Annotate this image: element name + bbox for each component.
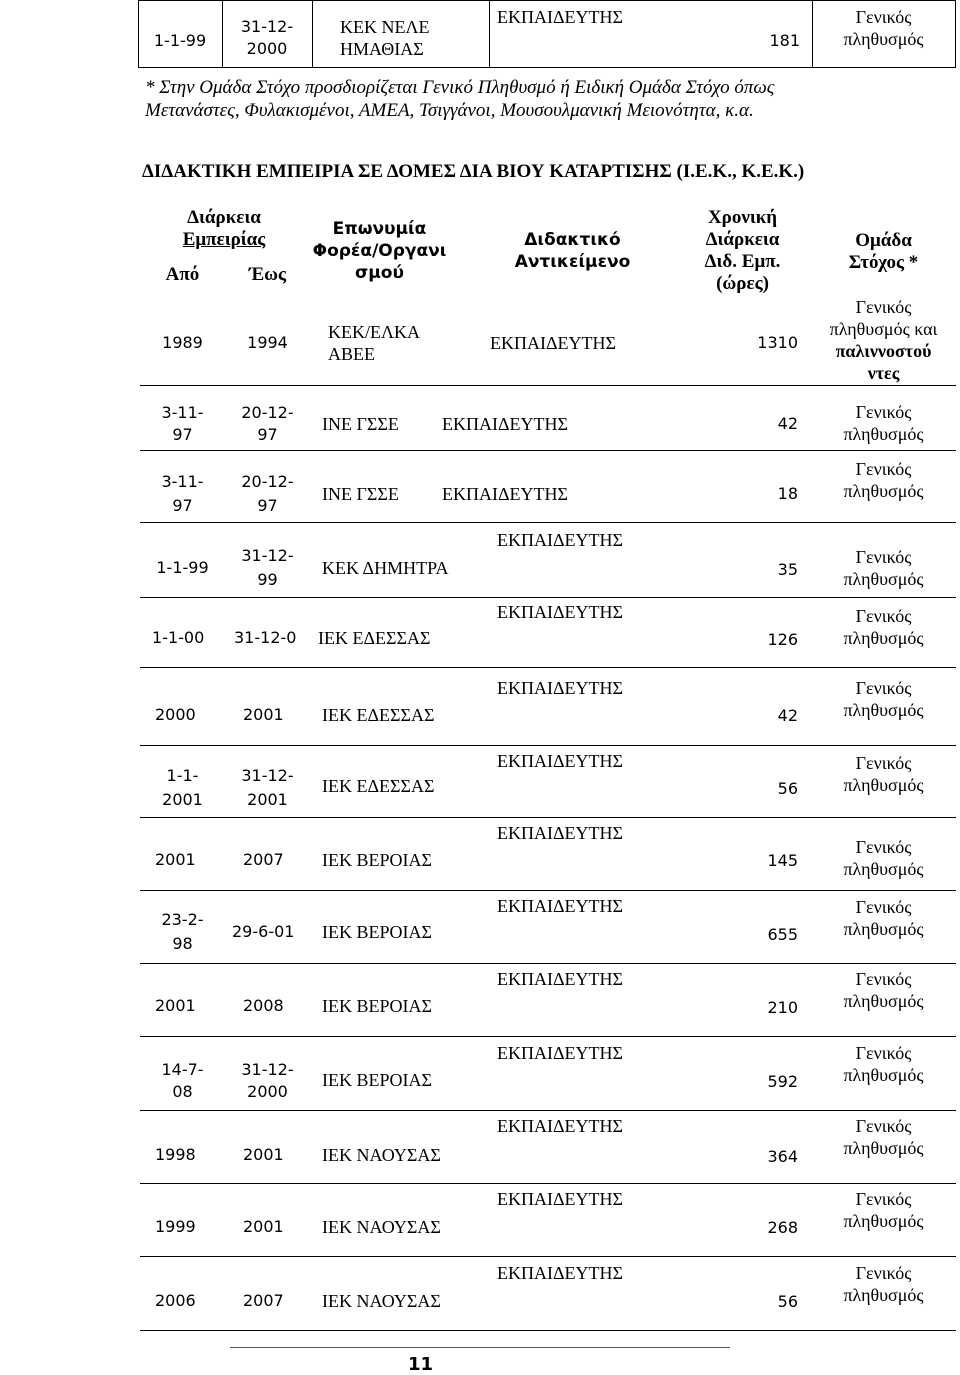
- row2-hours: 18: [777, 484, 798, 503]
- row7-to: 2007: [243, 850, 284, 869]
- row13-target-a: Γενικός: [855, 1263, 912, 1283]
- row11-subject: ΕΚΠΑΙΔΕΥΤΗΣ: [497, 1116, 624, 1136]
- row13-target-b: πληθυσμός: [843, 1285, 924, 1305]
- row2-to-b: 97: [257, 496, 278, 515]
- row11-target-b: πληθυσμός: [843, 1138, 924, 1158]
- row8-to: 29-6-01: [232, 922, 295, 941]
- top-org-line2: ΗΜΑΘΙΑΣ: [340, 39, 424, 59]
- row2-target-a: Γενικός: [855, 459, 912, 479]
- row0-to: 1994: [247, 333, 288, 352]
- row10-subject: ΕΚΠΑΙΔΕΥΤΗΣ: [497, 1043, 624, 1063]
- header-subject-line2: Αντικείμενο: [514, 252, 631, 272]
- row4-target-a: Γενικός: [855, 606, 912, 626]
- row13-hours: 56: [777, 1292, 798, 1311]
- row8-from-b: 98: [172, 934, 193, 953]
- header-to: Έως: [248, 264, 287, 285]
- row10-from-b: 08: [172, 1082, 193, 1101]
- row10-target-a: Γενικός: [855, 1043, 912, 1063]
- row13-from: 2006: [155, 1291, 196, 1310]
- row0-hours: 1310: [757, 333, 798, 352]
- footnote-line1: * Στην Ομάδα Στόχο προσδιορίζεται Γενικό Πληθυσμό ή Ειδική Ομάδα Στόχο όπως: [145, 77, 775, 98]
- row9-org: ΙΕΚ ΒΕΡΟΙΑΣ: [322, 996, 432, 1016]
- row0-target-d: ντες: [867, 363, 900, 383]
- row8-from-a: 23-2-: [161, 910, 204, 929]
- top-to-line2: 2000: [246, 39, 288, 58]
- row10-org: ΙΕΚ ΒΕΡΟΙΑΣ: [322, 1070, 432, 1090]
- section-title: ΔΙΔΑΚΤΙΚΗ ΕΜΠΕΙΡΙΑ ΣΕ ΔΟΜΕΣ ΔΙΑ ΒΙΟΥ ΚΑΤΑΡΤΙΣΗΣ (Ι.Ε.Κ., Κ.Ε.Κ.): [142, 161, 805, 182]
- row12-subject: ΕΚΠΑΙΔΕΥΤΗΣ: [497, 1189, 624, 1209]
- header-subject-line1: Διδακτικό: [524, 230, 621, 250]
- row8-subject: ΕΚΠΑΙΔΕΥΤΗΣ: [497, 896, 624, 916]
- row0-org-b: ΑΒΕΕ: [328, 344, 375, 364]
- row12-to: 2001: [243, 1217, 284, 1236]
- row11-to: 2001: [243, 1145, 284, 1164]
- row6-from-b: 2001: [162, 790, 203, 809]
- row2-subject: ΕΚΠΑΙΔΕΥΤΗΣ: [442, 484, 569, 504]
- footer-rule: [230, 1347, 730, 1348]
- row2-from-b: 97: [172, 496, 193, 515]
- row12-from: 1999: [155, 1217, 196, 1236]
- row6-org: ΙΕΚ ΕΔΕΣΣΑΣ: [322, 776, 435, 796]
- header-org-line1: Επωνυμία: [332, 219, 427, 239]
- row0-target-a: Γενικός: [855, 297, 912, 317]
- row4-target-b: πληθυσμός: [843, 628, 924, 648]
- row7-subject: ΕΚΠΑΙΔΕΥΤΗΣ: [497, 823, 624, 843]
- footnote-line2: Μετανάστες, Φυλακισμένοι, ΑΜΕΑ, Τσιγγάνοι, Μουσουλμανική Μειονότητα, κ.α.: [145, 100, 754, 121]
- header-duration-line1: Διάρκεια: [187, 207, 261, 228]
- row4-subject: ΕΚΠΑΙΔΕΥΤΗΣ: [497, 602, 624, 622]
- row0-org-a: ΚΕΚ/ΕΛΚΑ: [328, 322, 421, 342]
- header-from: Από: [165, 264, 200, 285]
- row12-org: ΙΕΚ ΝΑΟΥΣΑΣ: [322, 1217, 441, 1237]
- row1-from-b: 97: [172, 425, 193, 444]
- header-hours-line4: (ώρες): [716, 273, 769, 294]
- row6-to-a: 31-12-: [241, 766, 294, 785]
- row11-hours: 364: [767, 1147, 798, 1166]
- row0-target-b: πληθυσμός και: [829, 319, 938, 339]
- row1-from-a: 3-11-: [161, 403, 204, 422]
- top-subject: ΕΚΠΑΙΔΕΥΤΗΣ: [497, 7, 624, 27]
- row1-hours: 42: [777, 414, 798, 433]
- row6-hours: 56: [777, 779, 798, 798]
- row5-target-b: πληθυσμός: [843, 700, 924, 720]
- row1-org: ΙΝΕ ΓΣΣΕ: [322, 414, 399, 434]
- header-org-line2: Φορέα/Οργανι: [312, 241, 447, 261]
- row6-subject: ΕΚΠΑΙΔΕΥΤΗΣ: [497, 751, 624, 771]
- row12-hours: 268: [767, 1218, 798, 1237]
- row0-from: 1989: [162, 333, 203, 352]
- row2-org: ΙΝΕ ΓΣΣΕ: [322, 484, 399, 504]
- header-target-line1: Ομάδα: [855, 230, 912, 251]
- row7-from: 2001: [155, 850, 196, 869]
- row0-target-c: παλιννοστού: [835, 341, 932, 361]
- row10-hours: 592: [767, 1072, 798, 1091]
- row9-to: 2008: [243, 996, 284, 1015]
- row6-target-a: Γενικός: [855, 753, 912, 773]
- row12-target-a: Γενικός: [855, 1189, 912, 1209]
- row9-from: 2001: [155, 996, 196, 1015]
- row2-to-a: 20-12-: [241, 472, 294, 491]
- row10-to-a: 31-12-: [241, 1060, 294, 1079]
- row12-target-b: πληθυσμός: [843, 1211, 924, 1231]
- row7-target-a: Γενικός: [855, 837, 912, 857]
- row4-from: 1-1-00: [152, 628, 205, 647]
- row3-subject: ΕΚΠΑΙΔΕΥΤΗΣ: [497, 530, 624, 550]
- row3-target-a: Γενικός: [855, 547, 912, 567]
- row7-hours: 145: [767, 851, 798, 870]
- row6-target-b: πληθυσμός: [843, 775, 924, 795]
- row6-from-a: 1-1-: [166, 766, 199, 785]
- row9-target-a: Γενικός: [855, 969, 912, 989]
- row3-target-b: πληθυσμός: [843, 569, 924, 589]
- row10-target-b: πληθυσμός: [843, 1065, 924, 1085]
- row3-org: ΚΕΚ ΔΗΜΗΤΡΑ: [322, 558, 449, 578]
- row8-target-b: πληθυσμός: [843, 919, 924, 939]
- top-org-line1: ΚΕΚ ΝΕΛΕ: [340, 17, 430, 37]
- row4-to: 31-12-0: [234, 628, 297, 647]
- row2-from-a: 3-11-: [161, 472, 204, 491]
- page-number: 11: [408, 1354, 434, 1375]
- row3-from: 1-1-99: [156, 558, 209, 577]
- row1-target-a: Γενικός: [855, 402, 912, 422]
- row3-to-a: 31-12-: [241, 546, 294, 565]
- row13-to: 2007: [243, 1291, 284, 1310]
- row4-org: ΙΕΚ ΕΔΕΣΣΑΣ: [318, 628, 431, 648]
- row8-hours: 655: [767, 925, 798, 944]
- row13-org: ΙΕΚ ΝΑΟΥΣΑΣ: [322, 1291, 441, 1311]
- top-to-line1: 31-12-: [240, 17, 294, 36]
- header-target-line2: Στόχος *: [848, 252, 919, 273]
- row6-to-b: 2001: [247, 790, 288, 809]
- row10-to-b: 2000: [247, 1082, 288, 1101]
- row5-from: 2000: [155, 705, 196, 724]
- row1-to-a: 20-12-: [241, 403, 294, 422]
- row5-subject: ΕΚΠΑΙΔΕΥΤΗΣ: [497, 678, 624, 698]
- row11-org: ΙΕΚ ΝΑΟΥΣΑΣ: [322, 1145, 441, 1165]
- row7-target-b: πληθυσμός: [843, 859, 924, 879]
- row10-from-a: 14-7-: [161, 1060, 204, 1079]
- row3-hours: 35: [777, 560, 798, 579]
- top-from: 1-1-99: [153, 31, 207, 50]
- header-duration-line2: Εμπειρίας: [182, 229, 266, 250]
- row4-hours: 126: [767, 630, 798, 649]
- header-hours-line1: Χρονική: [707, 207, 778, 228]
- row1-target-b: πληθυσμός: [843, 424, 924, 444]
- row1-subject: ΕΚΠΑΙΔΕΥΤΗΣ: [442, 414, 569, 434]
- row0-subject: ΕΚΠΑΙΔΕΥΤΗΣ: [490, 333, 617, 353]
- row11-target-a: Γενικός: [855, 1116, 912, 1136]
- row2-target-b: πληθυσμός: [843, 481, 924, 501]
- header-org-line3: σμού: [355, 263, 404, 283]
- top-hours: 181: [769, 31, 800, 50]
- row9-target-b: πληθυσμός: [843, 991, 924, 1011]
- top-target-line1: Γενικός: [855, 7, 912, 27]
- row11-from: 1998: [155, 1145, 196, 1164]
- row5-org: ΙΕΚ ΕΔΕΣΣΑΣ: [322, 705, 435, 725]
- header-hours-line3: Διδ. Εμπ.: [704, 251, 781, 272]
- row5-target-a: Γενικός: [855, 678, 912, 698]
- row7-org: ΙΕΚ ΒΕΡΟΙΑΣ: [322, 850, 432, 870]
- row8-org: ΙΕΚ ΒΕΡΟΙΑΣ: [322, 922, 432, 942]
- row3-to-b: 99: [257, 570, 278, 589]
- row5-to: 2001: [243, 705, 284, 724]
- row9-hours: 210: [767, 998, 798, 1017]
- row1-to-b: 97: [257, 425, 278, 444]
- row8-target-a: Γενικός: [855, 897, 912, 917]
- row9-subject: ΕΚΠΑΙΔΕΥΤΗΣ: [497, 969, 624, 989]
- top-target-line2: πληθυσμός: [843, 29, 924, 49]
- row5-hours: 42: [777, 706, 798, 725]
- row13-subject: ΕΚΠΑΙΔΕΥΤΗΣ: [497, 1263, 624, 1283]
- header-hours-line2: Διάρκεια: [705, 229, 780, 250]
